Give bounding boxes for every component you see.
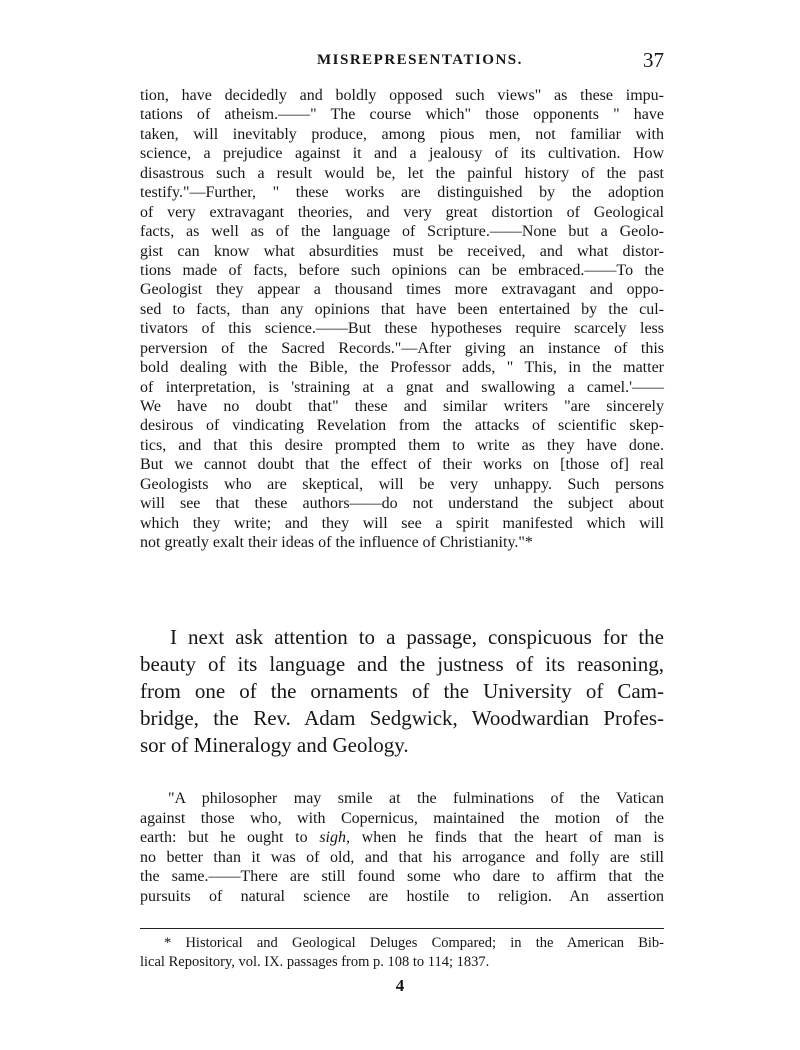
footnote-rule <box>140 928 664 929</box>
running-head: MISREPRESENTATIONS. <box>317 52 523 68</box>
footnote <box>140 934 664 971</box>
text-line: facts, as well as of the language of Scripture.——None but a Geolo- <box>140 223 664 241</box>
text-line: bridge, the Rev. Adam Sedgwick, Woodwardian Profes- <box>140 706 664 730</box>
text-run: when he finds that the heart of man is <box>349 829 665 846</box>
body-paragraph <box>140 624 664 759</box>
signature-mark: 4 <box>395 976 405 995</box>
text-line <box>140 887 664 907</box>
footnote-line: * Historical and Geological Deluges Compared; in the American Bib- <box>164 935 664 951</box>
text-line <box>140 848 664 868</box>
text-line: tion, have decidedly and boldly opposed such views" as these impu- <box>140 87 664 104</box>
text-line: not greatly exalt their ideas of the influence of Christianity."* <box>140 534 533 552</box>
text-line <box>140 809 664 829</box>
page-header <box>140 48 664 78</box>
text-line: Geologists who are skeptical, will be very unhappy. Such persons <box>140 475 664 493</box>
text-line: taken, will inevitably produce, among pious men, not familiar with <box>140 125 664 143</box>
text-run: earth: but he ought to <box>140 829 320 846</box>
text-line: I next ask attention to a passage, conspicuous for the <box>170 625 664 649</box>
text-line: which they write; and they will see a spirit manifested which will <box>140 514 664 532</box>
text-line: of interpretation, is 'straining at a gnat and swallowing a camel.'—— <box>140 378 664 396</box>
sedgwick-quotation <box>140 789 664 906</box>
text-run: no better than it was of old, and that his arrogance and folly are still <box>140 848 664 866</box>
text-line: tations of atheism.——" The course which" those opponents " have <box>140 106 664 124</box>
text-line: from one of the ornaments of the University of Cam- <box>140 679 664 703</box>
text-line: beauty of its language and the justness of its reasoning, <box>140 652 664 676</box>
text-run: "A philosopher may smile at the fulminations of the Vatican <box>168 790 664 807</box>
text-run: against those who, with Copernicus, maintained the motion of the <box>140 809 664 827</box>
text-line: tics, and that this desire prompted them to write as they have done. <box>140 436 664 454</box>
text-line: We have no doubt that" these and similar writers "are sincerely <box>140 398 664 415</box>
text-line: sor of Mineralogy and Geology. <box>140 733 409 757</box>
text-line: will see that these authors——do not understand the subject about <box>140 495 664 513</box>
text-line: of very extravagant theories, and very great distortion of Geological <box>140 203 664 221</box>
text-line: sed to facts, than any opinions that have been entertained by the cul- <box>140 300 664 318</box>
text-line: disastrous such a result would be, let the painful history of the past <box>140 164 664 182</box>
text-run: pursuits of natural science are hostile to religion. An assertion <box>140 887 664 905</box>
text-line: But we cannot doubt that the effect of their works on [those of] real <box>140 456 664 474</box>
text-run: the same.——There are still found some who dare to affirm that the <box>140 868 664 885</box>
footnote-line: lical Repository, vol. IX. passages from p. 108 to 114; 1837. <box>140 953 490 970</box>
emphasized-word: sigh, <box>319 829 350 846</box>
text-line: perversion of the Sacred Records."—After giving an instance of this <box>140 339 664 357</box>
text-line <box>140 789 664 809</box>
text-line: science, a prejudice against it and a jealousy of its cultivation. How <box>140 145 664 163</box>
text-line: desirous of vindicating Revelation from the attacks of scientific skep- <box>140 417 664 435</box>
text-line: gist can know what absurdities must be received, and what distor- <box>140 242 664 260</box>
text-line: bold dealing with the Bible, the Professor adds, " This, in the matter <box>140 359 664 377</box>
page-number: 37 <box>643 48 664 72</box>
text-line: Geologist they appear a thousand times more extravagant and oppo- <box>140 281 664 299</box>
text-line <box>140 867 664 887</box>
text-line: tivators of this science.——But these hypotheses require scarcely less <box>140 320 664 338</box>
quoted-passage-continued <box>140 86 664 553</box>
text-line <box>140 828 664 848</box>
text-line: testify."—Further, " these works are distinguished by the adoption <box>140 184 664 202</box>
text-line: tions made of facts, before such opinions can be embraced.——To the <box>140 261 664 279</box>
